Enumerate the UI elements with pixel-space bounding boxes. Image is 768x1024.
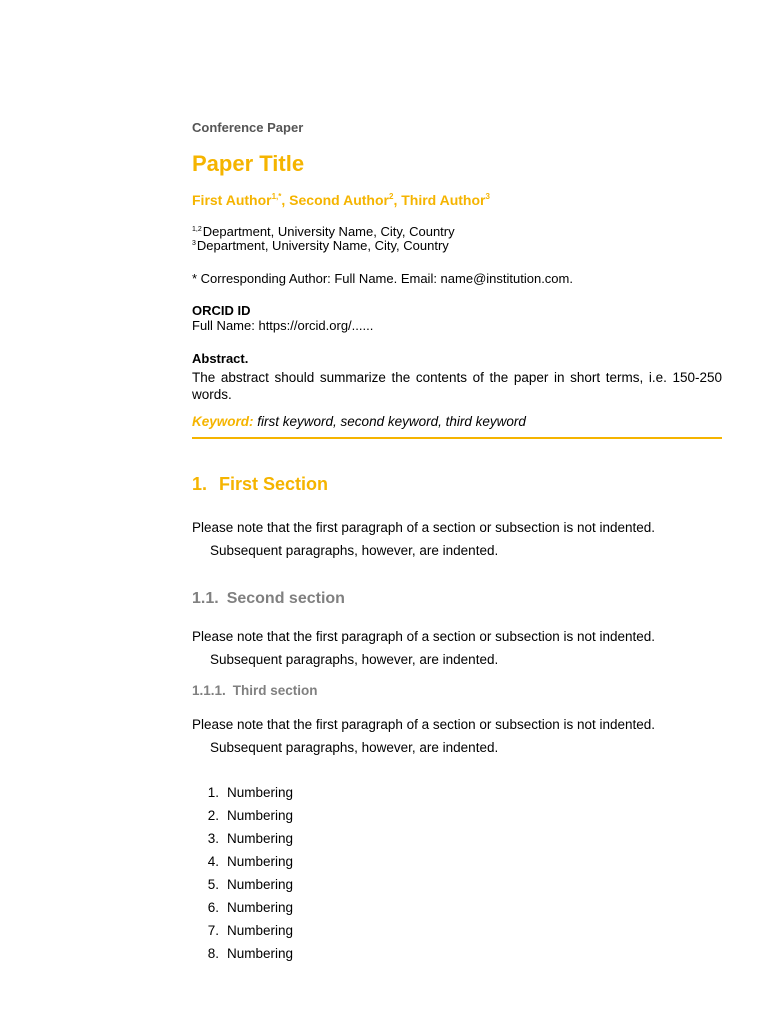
section-paragraph: Please note that the first paragraph of a section or subsection is not indented. xyxy=(192,629,656,644)
list-text: Numbering xyxy=(227,808,294,823)
list-number: 2. xyxy=(207,808,219,823)
keywords-line xyxy=(192,414,526,429)
subsection-title: Second section xyxy=(226,590,345,607)
author-name: First Author xyxy=(192,192,272,208)
list-number: 5. xyxy=(207,877,219,892)
affiliation-line xyxy=(192,238,449,253)
subsubsection-title: Third section xyxy=(232,683,318,698)
list-item xyxy=(192,784,293,807)
author-affiliation-mark: 2 xyxy=(388,192,394,201)
affiliation-mark: 3 xyxy=(192,240,196,247)
list-item xyxy=(192,807,293,830)
section-paragraph: Please note that the first paragraph of a section or subsection is not indented. xyxy=(192,717,656,732)
orcid-heading: ORCID ID xyxy=(192,303,251,318)
subsubsection-heading xyxy=(192,683,318,698)
affiliation-mark: 1,2 xyxy=(192,226,202,233)
list-number: 8. xyxy=(207,946,219,961)
author-name: Third Author xyxy=(401,192,486,208)
numbered-list xyxy=(192,784,293,968)
author-name: Second Author xyxy=(289,192,389,208)
author-separator: , xyxy=(393,192,402,208)
subsection-heading xyxy=(192,590,345,608)
keywords-text: first keyword, second keyword, third keyword xyxy=(257,414,526,429)
section-heading xyxy=(192,474,328,495)
author-separator: , xyxy=(281,192,290,208)
list-item xyxy=(192,945,293,968)
header-divider xyxy=(192,437,722,439)
section-paragraph-indented: Subsequent paragraphs, however, are indented. xyxy=(210,652,499,667)
orcid-value: Full Name: https://orcid.org/...... xyxy=(192,318,374,333)
abstract-body: The abstract should summarize the contents of the paper in short terms, i.e. 150-250 words. xyxy=(192,370,722,402)
section-paragraph-indented: Subsequent paragraphs, however, are indented. xyxy=(210,543,499,558)
list-number: 1. xyxy=(207,785,219,800)
paper-type-label: Conference Paper xyxy=(192,120,304,135)
author-affiliation-mark: 3 xyxy=(485,192,490,201)
author-affiliation-mark: 1,* xyxy=(271,192,282,201)
list-number: 7. xyxy=(207,923,219,938)
list-text: Numbering xyxy=(227,831,294,846)
list-item xyxy=(192,853,293,876)
list-item xyxy=(192,899,293,922)
section-number: 1. xyxy=(192,474,208,494)
abstract-heading: Abstract. xyxy=(192,351,249,366)
list-number: 3. xyxy=(207,831,219,846)
list-text: Numbering xyxy=(227,854,294,869)
corresponding-author: * Corresponding Author: Full Name. Email: name@institution.com. xyxy=(192,271,573,286)
keywords-label: Keyword: xyxy=(192,414,254,429)
subsection-number: 1.1. xyxy=(192,590,219,607)
affiliation-text: Department, University Name, City, Country xyxy=(196,238,449,253)
list-number: 4. xyxy=(207,854,219,869)
author-line xyxy=(192,192,490,208)
list-number: 6. xyxy=(207,900,219,915)
affiliation-text: Department, University Name, City, Country xyxy=(202,224,455,239)
subsubsection-number: 1.1.1. xyxy=(192,683,226,698)
paper-title: Paper Title xyxy=(192,151,305,176)
section-title: First Section xyxy=(219,474,329,494)
list-item xyxy=(192,830,293,853)
section-paragraph-indented: Subsequent paragraphs, however, are indented. xyxy=(210,740,499,755)
list-text: Numbering xyxy=(227,785,294,800)
affiliation-line xyxy=(192,224,455,239)
list-item xyxy=(192,922,293,945)
list-text: Numbering xyxy=(227,923,294,938)
section-paragraph: Please note that the first paragraph of a section or subsection is not indented. xyxy=(192,520,656,535)
list-text: Numbering xyxy=(227,900,294,915)
list-text: Numbering xyxy=(227,946,294,961)
list-text: Numbering xyxy=(227,877,294,892)
list-item xyxy=(192,876,293,899)
